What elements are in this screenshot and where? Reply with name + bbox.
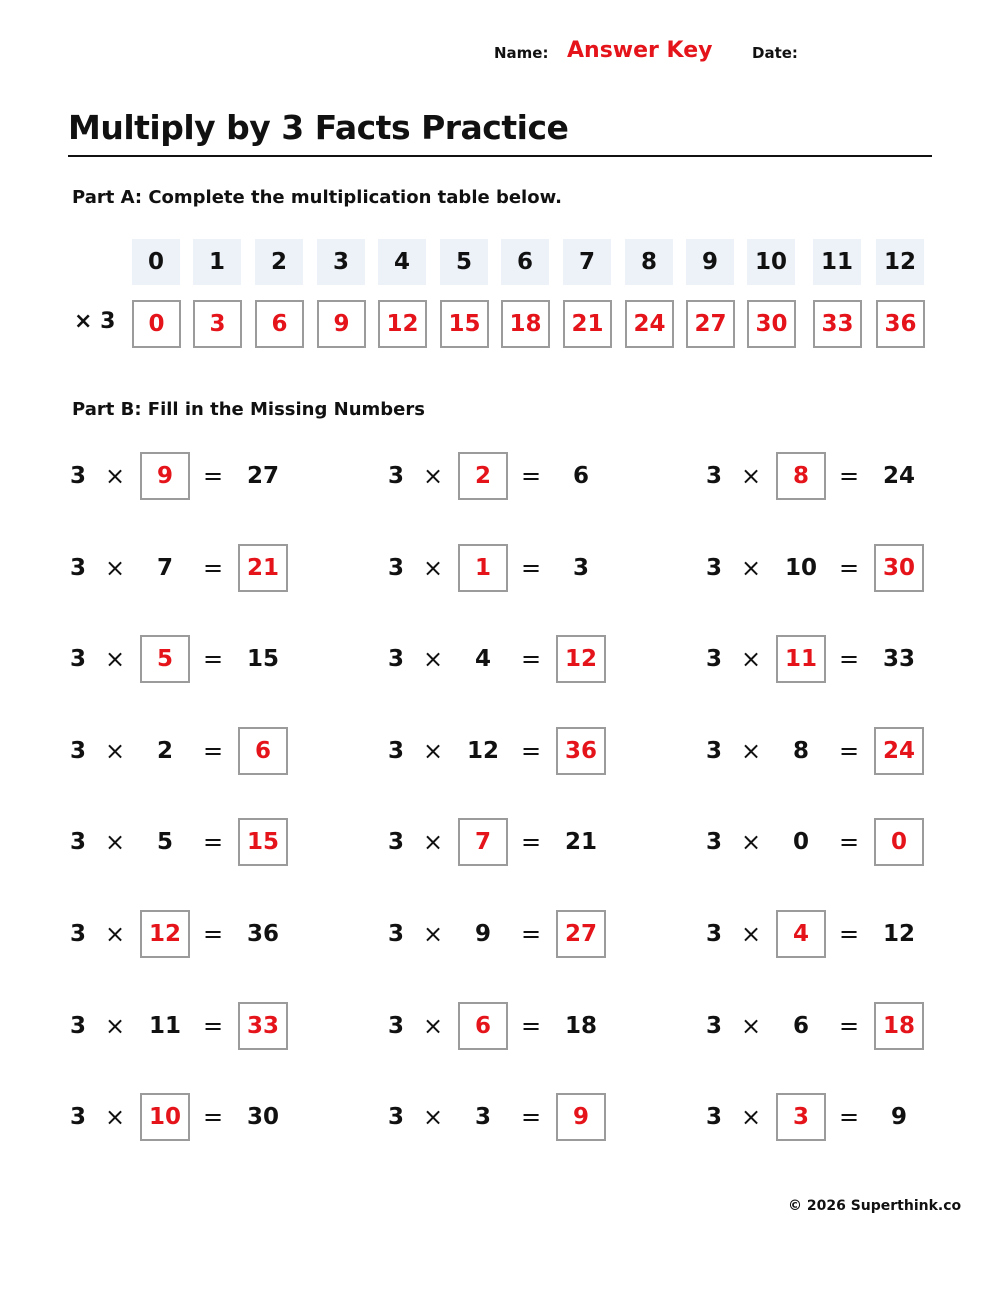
factor-a: 3 [705,555,722,581]
table-answer-box[interactable]: 24 [625,300,674,348]
factor-a: 3 [387,921,404,947]
equals-sign: = [520,462,542,490]
table-answer-box[interactable]: 9 [317,300,366,348]
factor-b: 10 [784,555,817,581]
answer-box[interactable]: 9 [556,1093,606,1141]
factor-a: 3 [69,1104,86,1130]
table-header-cell: 2 [255,239,303,285]
table-answer-box[interactable]: 18 [501,300,550,348]
table-answer-box[interactable]: 27 [686,300,735,348]
product: 3 [572,555,589,581]
problem-row [387,910,650,958]
problem-row [69,544,332,592]
equals-sign: = [202,462,224,490]
factor-b: 11 [148,1013,181,1039]
times-sign: × [422,1103,444,1131]
equals-sign: = [838,554,860,582]
table-header-cell: 4 [378,239,426,285]
answer-box[interactable]: 3 [776,1093,826,1141]
table-header-cell: 8 [625,239,673,285]
answer-box[interactable]: 1 [458,544,508,592]
page-title: Multiply by 3 Facts Practice [68,108,569,147]
answer-box[interactable]: 15 [238,818,288,866]
table-header-cell: 6 [501,239,549,285]
product: 30 [246,1104,279,1130]
factor-b: 8 [792,738,809,764]
table-header-cell: 1 [193,239,241,285]
times-sign: × [104,920,126,948]
part-a-instruction: Part A: Complete the multiplication table below. [72,187,562,208]
problem-row [705,910,968,958]
factor-a: 3 [387,1104,404,1130]
factor-b: 6 [792,1013,809,1039]
factor-a: 3 [69,555,86,581]
factor-b: 9 [474,921,491,947]
table-answer-box[interactable]: 12 [378,300,427,348]
factor-a: 3 [387,829,404,855]
table-answer-box[interactable]: 0 [132,300,181,348]
times-sign: × [740,645,762,673]
problem-row [69,452,332,500]
times-sign: × [740,1012,762,1040]
equals-sign: = [520,554,542,582]
equals-sign: = [838,645,860,673]
factor-b: 2 [156,738,173,764]
times-sign: × [422,920,444,948]
factor-a: 3 [705,829,722,855]
date-label: Date: [752,44,798,62]
equals-sign: = [202,554,224,582]
times-sign: × [104,462,126,490]
problem-row [387,818,650,866]
name-label: Name: [494,44,549,62]
factor-a: 3 [69,829,86,855]
equals-sign: = [838,920,860,948]
factor-a: 3 [705,1104,722,1130]
times-sign: × [740,1103,762,1131]
problem-row [387,1002,650,1050]
factor-a: 3 [705,738,722,764]
problem-row [705,1093,968,1141]
equals-sign: = [202,1012,224,1040]
times-sign: × [422,645,444,673]
product: 9 [890,1104,907,1130]
factor-a: 3 [705,1013,722,1039]
product: 21 [564,829,597,855]
problem-row [387,727,650,775]
problem-row [69,818,332,866]
factor-a: 3 [387,463,404,489]
times-sign: × [104,1103,126,1131]
answer-box[interactable]: 12 [556,635,606,683]
factor-b: 0 [792,829,809,855]
equals-sign: = [838,1103,860,1131]
answer-box[interactable]: 8 [776,452,826,500]
times-sign: × [104,554,126,582]
equals-sign: = [520,1012,542,1040]
answer-box[interactable]: 33 [238,1002,288,1050]
equals-sign: = [520,645,542,673]
times-sign: × [422,1012,444,1040]
equals-sign: = [520,920,542,948]
problem-row [705,727,968,775]
answer-box[interactable]: 36 [556,727,606,775]
answer-box[interactable]: 7 [458,818,508,866]
factor-a: 3 [69,921,86,947]
problem-row [705,1002,968,1050]
factor-a: 3 [69,1013,86,1039]
equals-sign: = [520,737,542,765]
table-header-cell: 7 [563,239,611,285]
answer-box[interactable]: 21 [238,544,288,592]
times-sign: × [422,828,444,856]
times-sign: × [740,737,762,765]
answer-box[interactable]: 18 [874,1002,924,1050]
factor-b: 4 [474,646,491,672]
factor-a: 3 [387,646,404,672]
equals-sign: = [202,828,224,856]
answer-box[interactable]: 24 [874,727,924,775]
answer-box[interactable]: 4 [776,910,826,958]
factor-b: 5 [156,829,173,855]
title-divider [68,155,932,157]
problem-row [69,910,332,958]
times-sign: × [104,1012,126,1040]
problem-row [705,452,968,500]
factor-a: 3 [705,646,722,672]
row-label: × 3 [74,309,116,334]
equals-sign: = [838,462,860,490]
problem-row [387,544,650,592]
table-answer-box[interactable]: 21 [563,300,612,348]
table-answer-box[interactable]: 36 [876,300,925,348]
factor-a: 3 [387,555,404,581]
times-sign: × [104,645,126,673]
answer-box[interactable]: 5 [140,635,190,683]
equals-sign: = [202,645,224,673]
equals-sign: = [520,828,542,856]
table-header-cell: 0 [132,239,180,285]
product: 36 [246,921,279,947]
equals-sign: = [202,920,224,948]
factor-a: 3 [69,738,86,764]
problem-row [387,1093,650,1141]
times-sign: × [104,737,126,765]
answer-box[interactable]: 6 [458,1002,508,1050]
product: 15 [246,646,279,672]
factor-a: 3 [705,463,722,489]
answer-box[interactable]: 9 [140,452,190,500]
equals-sign: = [202,737,224,765]
equals-sign: = [838,1012,860,1040]
equals-sign: = [202,1103,224,1131]
factor-b: 12 [466,738,499,764]
table-answer-box[interactable]: 33 [813,300,862,348]
product: 12 [882,921,915,947]
times-sign: × [740,462,762,490]
factor-a: 3 [69,646,86,672]
product: 27 [246,463,279,489]
table-header-cell: 9 [686,239,734,285]
problem-row [69,727,332,775]
product: 24 [882,463,915,489]
times-sign: × [422,462,444,490]
times-sign: × [740,554,762,582]
problem-row [705,635,968,683]
answer-box[interactable]: 12 [140,910,190,958]
answer-box[interactable]: 10 [140,1093,190,1141]
worksheet-header [0,38,1000,64]
table-header-cell: 3 [317,239,365,285]
problem-row [387,635,650,683]
copyright-footer: © 2026 Superthink.co [788,1198,962,1214]
factor-a: 3 [387,1013,404,1039]
table-header-cell: 5 [440,239,488,285]
problem-row [387,452,650,500]
table-answer-box[interactable]: 15 [440,300,489,348]
times-sign: × [422,737,444,765]
name-value[interactable]: Answer Key [567,38,713,63]
part-b-instruction: Part B: Fill in the Missing Numbers [72,399,425,420]
problem-row [705,818,968,866]
answer-box[interactable]: 11 [776,635,826,683]
factor-a: 3 [387,738,404,764]
factor-b: 7 [156,555,173,581]
product: 18 [564,1013,597,1039]
answer-box[interactable]: 27 [556,910,606,958]
answer-box[interactable]: 6 [238,727,288,775]
answer-box[interactable]: 2 [458,452,508,500]
factor-a: 3 [705,921,722,947]
problem-row [69,1093,332,1141]
times-sign: × [740,920,762,948]
problem-row [69,635,332,683]
factor-b: 3 [474,1104,491,1130]
answer-box[interactable]: 30 [874,544,924,592]
product: 6 [572,463,589,489]
answer-box[interactable]: 0 [874,818,924,866]
problem-row [69,1002,332,1050]
times-sign: × [104,828,126,856]
table-header-cell: 11 [813,239,861,285]
product: 33 [882,646,915,672]
equals-sign: = [838,828,860,856]
factor-a: 3 [69,463,86,489]
times-sign: × [740,828,762,856]
table-answer-box[interactable]: 3 [193,300,242,348]
equals-sign: = [838,737,860,765]
table-answer-box[interactable]: 30 [747,300,796,348]
times-sign: × [422,554,444,582]
table-answer-box[interactable]: 6 [255,300,304,348]
problem-row [705,544,968,592]
table-header-cell: 10 [747,239,795,285]
table-header-cell: 12 [876,239,924,285]
equals-sign: = [520,1103,542,1131]
